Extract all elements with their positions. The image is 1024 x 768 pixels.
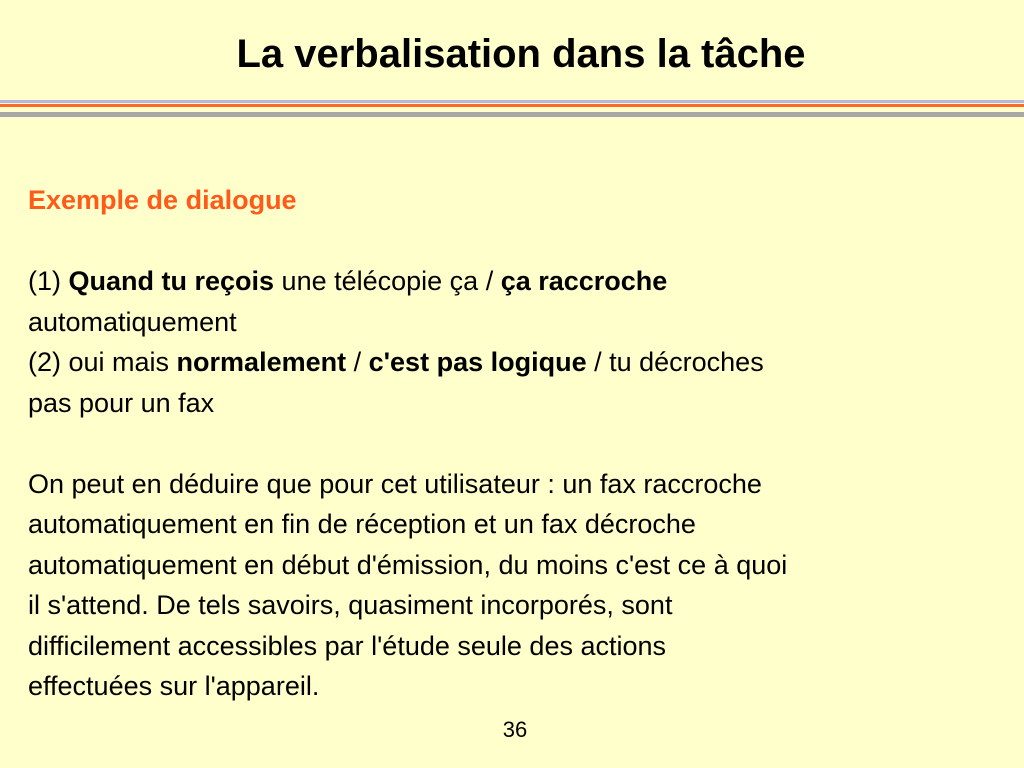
emphasis-normalement: normalement: [176, 347, 347, 377]
section-subheading: Exemple de dialogue: [28, 185, 297, 215]
conclusion-paragraph: [28, 464, 1003, 707]
blank-line: [28, 221, 1003, 262]
dialogue-text: une télécopie ça /: [274, 266, 501, 296]
title-rule-blue: [0, 100, 1024, 103]
dialogue-text: (2) oui mais: [28, 347, 177, 377]
dialogue-separator: /: [346, 347, 369, 377]
title-rule-orange: [0, 104, 1024, 107]
conclusion-line: difficilement accessibles par l'étude seule des actions: [28, 630, 667, 661]
line-number: (1): [28, 266, 69, 296]
dialogue-line-2: [28, 342, 1003, 423]
conclusion-line: automatiquement en début d'émission, du moins c'est ce à quoi: [28, 549, 788, 580]
emphasis-ca-raccroche: ça raccroche: [500, 266, 668, 296]
dialogue-line-1: [28, 261, 1003, 342]
slide-title: La verbalisation dans la tâche: [236, 32, 806, 76]
conclusion-line: automatiquement en fin de réception et un fax décroche: [28, 509, 696, 539]
slide-body: [28, 180, 1003, 707]
dialogue-text: / tu décroches: [586, 347, 764, 377]
conclusion-line: effectuées sur l'appareil.: [28, 671, 320, 701]
conclusion-line: il s'attend. De tels savoirs, quasiment incorporés, sont: [28, 590, 673, 620]
dialogue-line-1-row-1: [28, 261, 1003, 302]
title-rule-gray: [0, 112, 1024, 117]
dialogue-line-2-row-1: [28, 342, 1003, 383]
conclusion-line: On peut en déduire que pour cet utilisateur : un fax raccroche: [28, 468, 762, 499]
dialogue-line-1-row-2: automatiquement: [28, 306, 237, 337]
emphasis-quand-tu-recois: Quand tu reçois: [68, 266, 275, 296]
blank-line: [28, 423, 1003, 464]
dialogue-line-2-row-2: pas pour un fax: [28, 387, 215, 418]
page-number: 36: [502, 717, 528, 742]
emphasis-cest-pas-logique: c'est pas logique: [368, 347, 587, 377]
